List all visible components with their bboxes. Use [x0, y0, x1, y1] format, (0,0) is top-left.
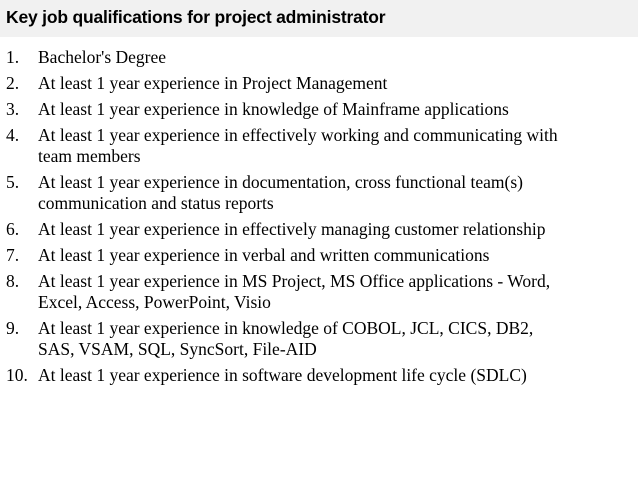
item-text: At least 1 year experience in effectively managing customer relationship — [38, 219, 546, 239]
list-item — [0, 44, 638, 70]
item-text: At least 1 year experience in documentation, cross functional team(s) — [38, 172, 523, 192]
item-text: At least 1 year experience in effectively working and communicating with — [38, 125, 558, 145]
item-text: At least 1 year experience in knowledge of Mainframe applications — [38, 99, 509, 119]
list-item — [0, 169, 638, 216]
item-number: 4. — [6, 125, 20, 145]
item-number: 5. — [6, 172, 20, 192]
item-number: 3. — [6, 99, 20, 119]
item-number: 2. — [6, 73, 20, 93]
list-item — [0, 315, 638, 362]
item-text: At least 1 year experience in knowledge of COBOL, JCL, CICS, DB2, — [38, 318, 534, 338]
item-number: 9. — [6, 318, 20, 338]
item-text: At least 1 year experience in software development life cycle (SDLC) — [38, 365, 527, 385]
list-item — [0, 268, 638, 315]
item-text: At least 1 year experience in MS Project, MS Office applications - Word, — [38, 271, 551, 291]
item-text-continuation: SAS, VSAM, SQL, SyncSort, File-AID — [38, 339, 317, 359]
item-number: 7. — [6, 245, 20, 265]
list-item — [0, 96, 638, 122]
item-text-continuation: communication and status reports — [38, 193, 274, 213]
item-text: At least 1 year experience in Project Management — [38, 73, 388, 93]
item-number: 6. — [6, 219, 20, 239]
item-number: 10. — [6, 365, 28, 385]
list-item — [0, 216, 638, 242]
page-title: Key job qualifications for project administrator — [6, 7, 386, 27]
list-item — [0, 242, 638, 268]
item-number: 8. — [6, 271, 20, 291]
item-text-continuation: Excel, Access, PowerPoint, Visio — [38, 292, 271, 312]
title-band — [0, 0, 638, 37]
qualifications-list — [0, 44, 638, 388]
list-item — [0, 122, 638, 169]
item-text-continuation: team members — [38, 146, 141, 166]
list-item — [0, 362, 638, 388]
list-item — [0, 70, 638, 96]
item-text: At least 1 year experience in verbal and written communications — [38, 245, 490, 265]
item-number: 1. — [6, 47, 20, 67]
item-text: Bachelor's Degree — [38, 47, 167, 67]
